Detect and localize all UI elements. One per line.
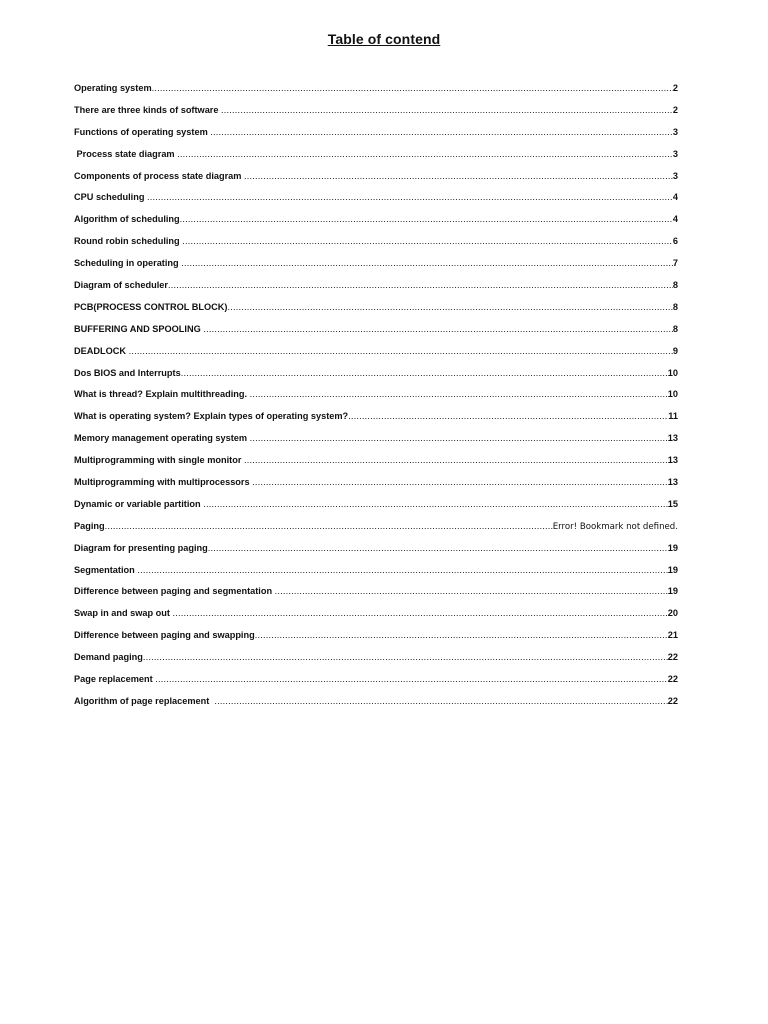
toc-entry[interactable] [74, 258, 678, 280]
toc-entry-page-number: 13 [667, 433, 678, 444]
toc-dot-leader [180, 214, 673, 224]
toc-entry[interactable] [74, 477, 678, 499]
toc-entry-title: PCB(PROCESS CONTROL BLOCK) [74, 301, 228, 312]
toc-entry[interactable] [74, 127, 678, 149]
toc-entry-title: Dynamic or variable partition [74, 498, 204, 509]
toc-entry-page-number: 20 [667, 608, 678, 619]
toc-dot-leader [181, 258, 673, 268]
toc-entry-page-number: 22 [667, 695, 678, 706]
toc-entry-title: Difference between paging and segmentation [74, 586, 275, 597]
toc-dot-leader [221, 105, 673, 115]
toc-entry-title: Difference between paging and swapping [74, 630, 255, 641]
toc-entry[interactable] [74, 455, 678, 477]
toc-dot-leader [214, 696, 667, 706]
toc-entry[interactable] [74, 433, 678, 455]
toc-entry[interactable] [74, 499, 678, 521]
toc-entry-page-number: 3 [672, 170, 678, 181]
toc-entry[interactable] [74, 521, 678, 543]
toc-entry[interactable] [74, 192, 678, 214]
toc-entry[interactable] [74, 586, 678, 608]
toc-entry-title: Algorithm of scheduling [74, 214, 180, 225]
toc-entry[interactable] [74, 236, 678, 258]
toc-entry[interactable] [74, 346, 678, 368]
toc-entry-page-number: 8 [672, 301, 678, 312]
toc-dot-leader [137, 565, 667, 575]
toc-dot-leader [177, 149, 673, 159]
toc-dot-leader [250, 433, 668, 443]
toc-entry-page-number: 19 [667, 564, 678, 575]
toc-dot-leader [173, 608, 668, 618]
toc-entry-title: What is operating system? Explain types of operating system? [74, 411, 349, 422]
toc-entry-page-number: 8 [672, 280, 678, 291]
toc-entry-title: BUFFERING AND SPOOLING [74, 323, 204, 334]
toc-entry-page-number: 3 [672, 126, 678, 137]
toc-entry-page-number: 13 [667, 455, 678, 466]
toc-entry[interactable] [74, 411, 678, 433]
table-of-contents [74, 83, 678, 718]
toc-entry[interactable] [74, 543, 678, 565]
toc-entry[interactable] [74, 171, 678, 193]
toc-entry-title: Components of process state diagram [74, 170, 245, 181]
toc-entry[interactable] [74, 368, 678, 390]
toc-dot-leader [147, 192, 673, 202]
toc-entry-page-number: 2 [672, 83, 678, 93]
toc-dot-leader [168, 280, 673, 290]
toc-dot-leader [182, 236, 673, 246]
toc-dot-leader [181, 368, 668, 378]
page-title: Table of contend [327, 31, 441, 47]
toc-entry-page-number: 8 [672, 323, 678, 334]
toc-entry-page-number: 4 [672, 192, 678, 203]
toc-entry-page-number: 11 [668, 411, 678, 422]
toc-entry-title: CPU scheduling [74, 192, 147, 203]
toc-dot-leader [129, 346, 673, 356]
toc-entry-page-number: 19 [667, 586, 678, 597]
toc-dot-leader [244, 171, 673, 181]
toc-entry-title: Dos BIOS and Interrupts [74, 367, 181, 378]
toc-entry-page-number: 15 [667, 498, 678, 509]
toc-entry-page-number: 3 [672, 148, 678, 159]
toc-entry-page-number: 22 [667, 652, 678, 663]
toc-entry[interactable] [74, 149, 678, 171]
toc-entry-page-number: 21 [667, 630, 678, 641]
toc-entry-page-number: 22 [667, 674, 678, 685]
toc-entry-title: Operating system [74, 83, 152, 93]
toc-dot-leader [105, 521, 553, 531]
toc-entry-title: Swap in and swap out [74, 608, 173, 619]
toc-dot-leader [244, 455, 668, 465]
toc-entry[interactable] [74, 674, 678, 696]
toc-entry-title: Algorithm of page replacement [74, 695, 215, 706]
toc-entry[interactable] [74, 565, 678, 587]
toc-entry[interactable] [74, 608, 678, 630]
toc-entry[interactable] [74, 214, 678, 236]
toc-entry-title: Scheduling in operating [74, 258, 182, 269]
toc-dot-leader [208, 543, 668, 553]
toc-entry-page-number: 7 [672, 258, 678, 269]
toc-entry[interactable] [74, 324, 678, 346]
toc-entry[interactable] [74, 105, 678, 127]
toc-dot-leader [155, 674, 668, 684]
toc-entry-page-number: 4 [672, 214, 678, 225]
toc-entry-title: Demand paging [74, 652, 143, 663]
toc-entry[interactable] [74, 302, 678, 324]
toc-entry-title: What is thread? Explain multithreading. [74, 389, 250, 400]
toc-dot-leader [203, 324, 673, 334]
toc-entry-title: Diagram of scheduler [74, 280, 168, 291]
toc-entry-page-number: Error! Bookmark not defined. [552, 521, 678, 532]
toc-entry[interactable] [74, 630, 678, 652]
toc-entry[interactable] [74, 389, 678, 411]
toc-dot-leader [255, 630, 668, 640]
toc-entry-page-number: 10 [667, 367, 678, 378]
toc-entry-title: There are three kinds of software [74, 104, 222, 115]
toc-entry-page-number: 10 [667, 389, 678, 400]
toc-entry-page-number: 13 [667, 477, 678, 488]
toc-entry-title: Round robin scheduling [74, 236, 183, 247]
toc-dot-leader [203, 499, 668, 509]
toc-entry[interactable] [74, 652, 678, 674]
toc-entry[interactable] [74, 280, 678, 302]
toc-entry-title: Process state diagram [74, 148, 178, 159]
toc-entry-title: Page replacement [74, 674, 156, 685]
toc-dot-leader [348, 411, 668, 421]
toc-entry-title: Memory management operating system [74, 433, 250, 444]
toc-dot-leader [275, 586, 668, 596]
toc-entry-title: Functions of operating system [74, 126, 211, 137]
toc-dot-leader [252, 477, 668, 487]
toc-dot-leader [152, 83, 673, 93]
toc-entry-title: Segmentation [74, 564, 138, 575]
toc-entry-title: Multiprogramming with single monitor [74, 455, 244, 466]
toc-dot-leader [250, 389, 668, 399]
toc-entry-page-number: 19 [667, 542, 678, 553]
toc-dot-leader [227, 302, 672, 312]
toc-entry-title: Paging [74, 520, 105, 531]
toc-entry-title: DEADLOCK [74, 345, 129, 356]
toc-entry[interactable] [74, 83, 678, 105]
toc-entry-title: Diagram for presenting paging [74, 542, 208, 553]
toc-entry-title: Multiprogramming with multiprocessors [74, 477, 253, 488]
toc-entry-page-number: 2 [672, 104, 678, 115]
toc-entry-page-number: 9 [672, 345, 678, 356]
toc-dot-leader [210, 127, 673, 137]
toc-entry[interactable] [74, 696, 678, 718]
toc-dot-leader [143, 652, 668, 662]
toc-entry-page-number: 6 [672, 236, 678, 247]
